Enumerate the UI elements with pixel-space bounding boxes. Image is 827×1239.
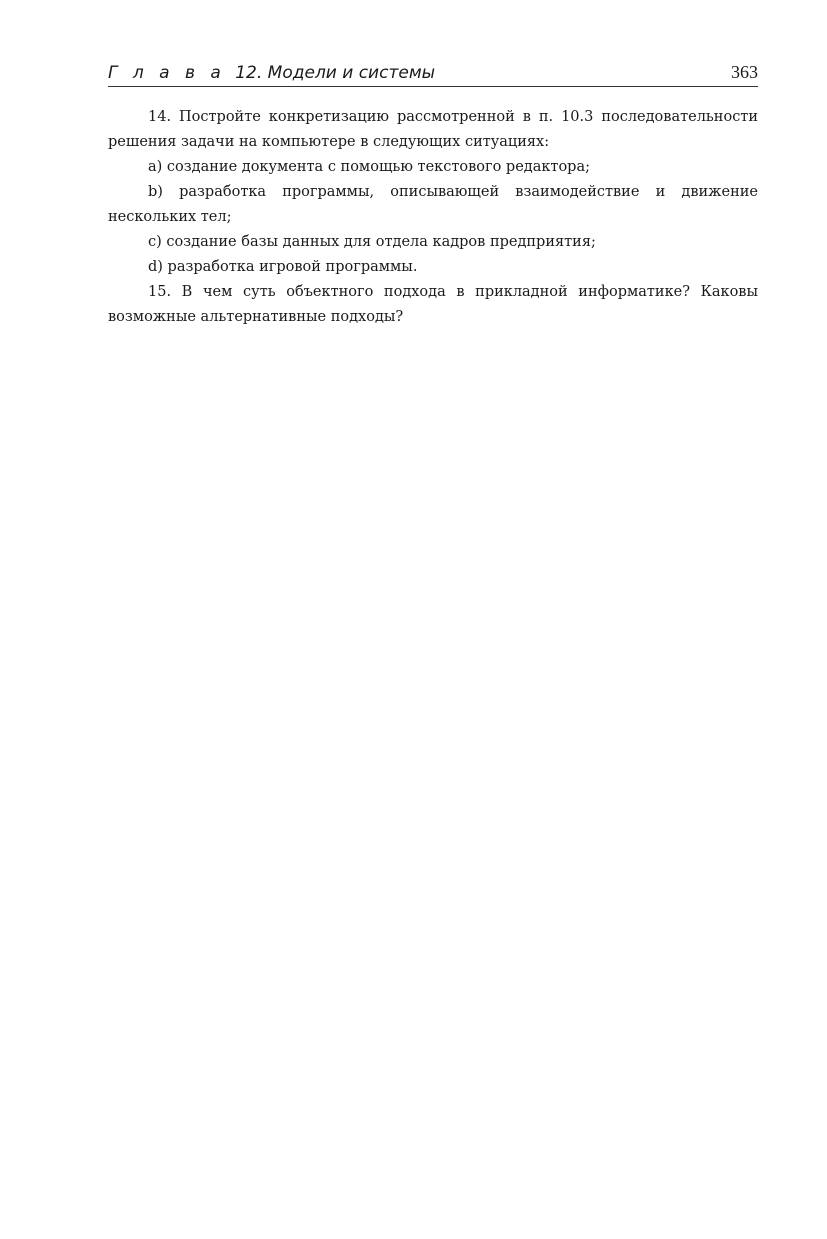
body-text — [108, 105, 758, 330]
exercise-14: 14. Постройте конкретизацию рассмотренной в п. 10.3 последовательности решения задачи на компьютере в следующих ситуациях: — [108, 109, 758, 150]
item-d: d) разработка игровой программы. — [148, 259, 418, 275]
chapter-title: 12. Модели и системы — [235, 63, 436, 83]
page — [108, 62, 758, 330]
exercise-15: 15. В чем суть объектного подхода в прикладной информатике? Каковы возможные альтернативные подходы? — [108, 284, 758, 325]
page-number: 363 — [731, 62, 758, 82]
running-header — [108, 62, 758, 87]
item-a: a) создание документа с помощью текстового редактора; — [148, 159, 590, 175]
item-c: c) создание базы данных для отдела кадров предприятия; — [148, 234, 596, 250]
chapter-heading — [108, 63, 435, 83]
item-b: b) разработка программы, описывающей взаимодействие и движение нескольких тел; — [108, 184, 758, 225]
chapter-word: Г л а в а — [108, 63, 226, 83]
